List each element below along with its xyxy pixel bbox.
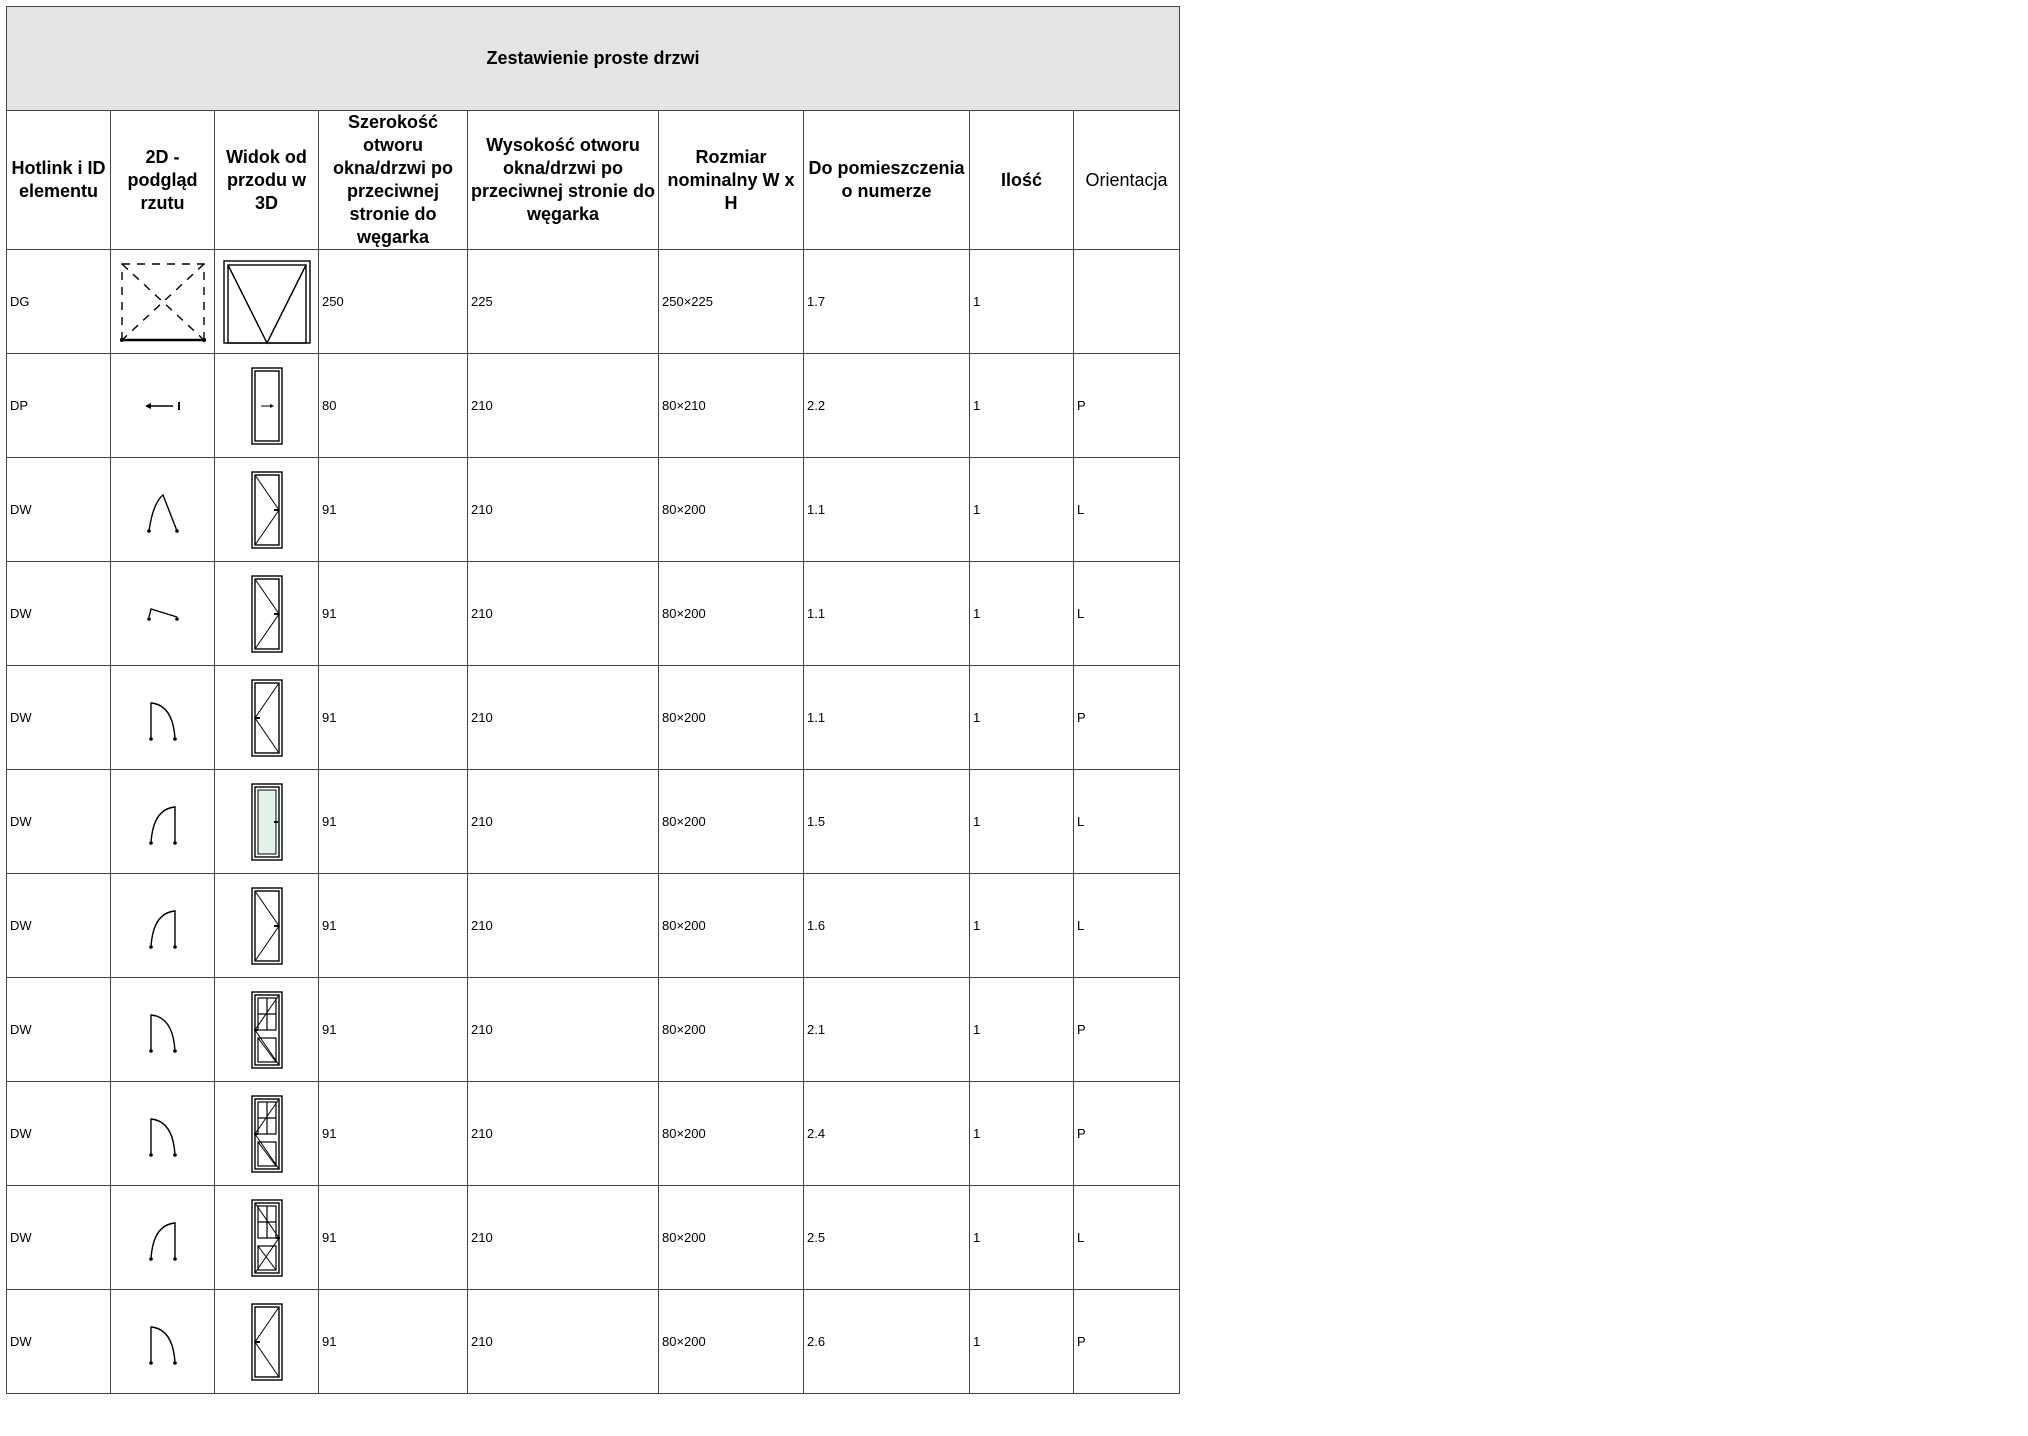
- header-room-number: Do pomieszczenia o numerze: [804, 111, 970, 250]
- door-swing-plan-icon: [143, 797, 183, 847]
- cell-3d-front: [215, 458, 319, 562]
- cell-nominal-size: 80×210: [659, 354, 804, 458]
- cell-quantity: 1: [970, 354, 1074, 458]
- cell-width: 91: [319, 1082, 468, 1186]
- cell-room: 1.5: [804, 770, 970, 874]
- cell-quantity: 1: [970, 1082, 1074, 1186]
- cell-quantity: 1: [970, 978, 1074, 1082]
- sliding-door-plan-icon: [143, 399, 183, 413]
- cell-width: 91: [319, 770, 468, 874]
- door-front-icon: [250, 1302, 284, 1382]
- cell-room: 1.7: [804, 250, 970, 354]
- cell-2d-plan: [111, 562, 215, 666]
- cell-height: 210: [468, 978, 659, 1082]
- cell-height: 210: [468, 354, 659, 458]
- cell-nominal-size: 80×200: [659, 1290, 804, 1394]
- cell-2d-plan: [111, 1082, 215, 1186]
- cell-room: 2.6: [804, 1290, 970, 1394]
- cell-room: 2.4: [804, 1082, 970, 1186]
- cell-nominal-size: 80×200: [659, 562, 804, 666]
- cell-width: 91: [319, 562, 468, 666]
- cell-id: DW: [7, 666, 111, 770]
- cell-room: 2.2: [804, 354, 970, 458]
- cell-2d-plan: [111, 770, 215, 874]
- door-front-icon: [250, 678, 284, 758]
- cell-room: 1.6: [804, 874, 970, 978]
- cell-nominal-size: 80×200: [659, 458, 804, 562]
- cell-2d-plan: [111, 250, 215, 354]
- cell-2d-plan: [111, 1186, 215, 1290]
- schedule-title: Zestawienie proste drzwi: [7, 7, 1180, 111]
- cell-width: 91: [319, 458, 468, 562]
- cell-room: 1.1: [804, 562, 970, 666]
- garage-door-plan-icon: [118, 260, 208, 344]
- glazed-door-front-icon: [250, 782, 284, 862]
- table-row: [7, 666, 1180, 770]
- header-quantity: Ilość: [970, 111, 1074, 250]
- cell-2d-plan: [111, 354, 215, 458]
- cell-orientation: P: [1074, 1082, 1180, 1186]
- paneled-door-front-icon: [250, 1198, 284, 1278]
- cell-height: 210: [468, 874, 659, 978]
- header-height: Wysokość otworu okna/drzwi po przeciwnej stronie do węgarka: [468, 111, 659, 250]
- header-hotlink-id: Hotlink i ID elementu: [7, 111, 111, 250]
- cell-3d-front: [215, 250, 319, 354]
- cell-3d-front: [215, 1186, 319, 1290]
- door-swing-plan-icon: [143, 589, 183, 639]
- cell-quantity: 1: [970, 1186, 1074, 1290]
- door-front-icon: [250, 470, 284, 550]
- cell-nominal-size: 80×200: [659, 874, 804, 978]
- table-row: [7, 1290, 1180, 1394]
- cell-width: 91: [319, 978, 468, 1082]
- cell-id: DW: [7, 978, 111, 1082]
- door-front-icon: [250, 574, 284, 654]
- cell-nominal-size: 80×200: [659, 1186, 804, 1290]
- table-row: [7, 1082, 1180, 1186]
- cell-quantity: 1: [970, 770, 1074, 874]
- cell-nominal-size: 80×200: [659, 978, 804, 1082]
- cell-quantity: 1: [970, 666, 1074, 770]
- cell-3d-front: [215, 1290, 319, 1394]
- door-front-icon: [250, 886, 284, 966]
- paneled-door-front-icon: [250, 990, 284, 1070]
- table-row: [7, 458, 1180, 562]
- door-swing-plan-icon: [143, 1213, 183, 1263]
- cell-height: 210: [468, 458, 659, 562]
- cell-id: DW: [7, 1290, 111, 1394]
- door-swing-plan-icon: [143, 1109, 183, 1159]
- door-swing-plan-icon: [143, 693, 183, 743]
- cell-3d-front: [215, 978, 319, 1082]
- cell-orientation: L: [1074, 770, 1180, 874]
- cell-3d-front: [215, 1082, 319, 1186]
- header-width: Szerokość otworu okna/drzwi po przeciwnej stronie do węgarka: [319, 111, 468, 250]
- door-swing-plan-icon: [143, 1005, 183, 1055]
- cell-orientation: P: [1074, 978, 1180, 1082]
- cell-orientation: L: [1074, 874, 1180, 978]
- cell-height: 210: [468, 1290, 659, 1394]
- cell-height: 210: [468, 770, 659, 874]
- cell-width: 91: [319, 874, 468, 978]
- header-orientation: Orientacja: [1074, 111, 1180, 250]
- cell-3d-front: [215, 770, 319, 874]
- cell-orientation: P: [1074, 1290, 1180, 1394]
- cell-orientation: L: [1074, 458, 1180, 562]
- cell-id: DW: [7, 562, 111, 666]
- cell-room: 2.5: [804, 1186, 970, 1290]
- cell-quantity: 1: [970, 1290, 1074, 1394]
- cell-width: 91: [319, 666, 468, 770]
- cell-2d-plan: [111, 978, 215, 1082]
- cell-2d-plan: [111, 458, 215, 562]
- cell-height: 210: [468, 666, 659, 770]
- cell-id: DW: [7, 1082, 111, 1186]
- cell-nominal-size: 80×200: [659, 770, 804, 874]
- cell-quantity: 1: [970, 874, 1074, 978]
- door-schedule-table: [6, 6, 1180, 1394]
- cell-id: DW: [7, 874, 111, 978]
- paneled-door-front-icon: [250, 1094, 284, 1174]
- cell-width: 91: [319, 1186, 468, 1290]
- cell-3d-front: [215, 874, 319, 978]
- table-row: [7, 250, 1180, 354]
- table-row: [7, 978, 1180, 1082]
- cell-id: DW: [7, 1186, 111, 1290]
- header-nominal-size: Rozmiar nominalny W x H: [659, 111, 804, 250]
- cell-quantity: 1: [970, 458, 1074, 562]
- cell-id: DW: [7, 458, 111, 562]
- door-swing-plan-icon: [143, 1317, 183, 1367]
- cell-width: 91: [319, 1290, 468, 1394]
- cell-3d-front: [215, 562, 319, 666]
- cell-3d-front: [215, 354, 319, 458]
- cell-orientation: L: [1074, 562, 1180, 666]
- cell-room: 1.1: [804, 666, 970, 770]
- cell-2d-plan: [111, 1290, 215, 1394]
- header-2d-plan: 2D - podgląd rzutu: [111, 111, 215, 250]
- table-row: [7, 770, 1180, 874]
- table-row: [7, 1186, 1180, 1290]
- sliding-door-front-icon: [250, 366, 284, 446]
- cell-quantity: 1: [970, 250, 1074, 354]
- cell-height: 210: [468, 1186, 659, 1290]
- cell-width: 250: [319, 250, 468, 354]
- table-row: [7, 562, 1180, 666]
- cell-nominal-size: 80×200: [659, 1082, 804, 1186]
- door-swing-plan-icon: [143, 485, 183, 535]
- cell-quantity: 1: [970, 562, 1074, 666]
- cell-orientation: L: [1074, 1186, 1180, 1290]
- garage-door-front-icon: [222, 259, 312, 345]
- cell-id: DG: [7, 250, 111, 354]
- cell-orientation: P: [1074, 354, 1180, 458]
- cell-3d-front: [215, 666, 319, 770]
- cell-height: 210: [468, 1082, 659, 1186]
- cell-height: 225: [468, 250, 659, 354]
- cell-orientation: P: [1074, 666, 1180, 770]
- cell-nominal-size: 80×200: [659, 666, 804, 770]
- table-row: [7, 354, 1180, 458]
- cell-id: DW: [7, 770, 111, 874]
- door-swing-plan-icon: [143, 901, 183, 951]
- cell-room: 1.1: [804, 458, 970, 562]
- cell-nominal-size: 250×225: [659, 250, 804, 354]
- table-row: [7, 874, 1180, 978]
- cell-room: 2.1: [804, 978, 970, 1082]
- cell-height: 210: [468, 562, 659, 666]
- cell-2d-plan: [111, 874, 215, 978]
- cell-id: DP: [7, 354, 111, 458]
- header-3d-front: Widok od przodu w 3D: [215, 111, 319, 250]
- cell-orientation: [1074, 250, 1180, 354]
- cell-2d-plan: [111, 666, 215, 770]
- cell-width: 80: [319, 354, 468, 458]
